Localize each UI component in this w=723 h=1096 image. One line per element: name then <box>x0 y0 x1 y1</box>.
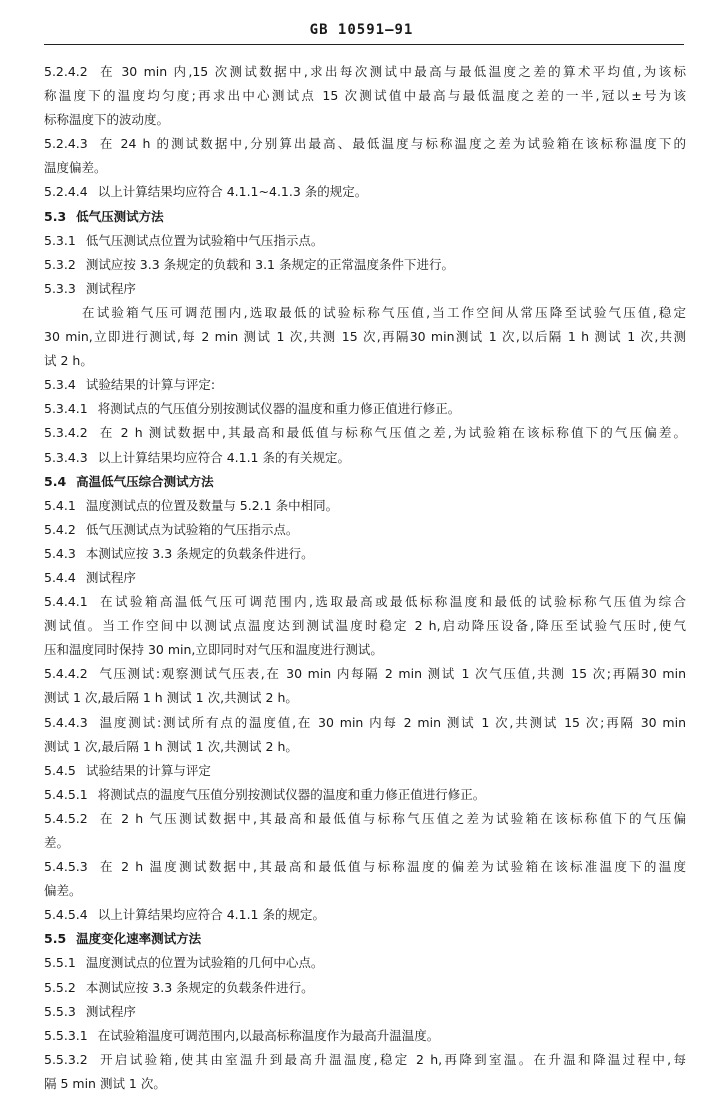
clause-text: 在 30 min 内,15 次测试数据中,求出每次测试中最高与最低温度之差的算术平均值,为该标 <box>97 64 686 79</box>
clause-number: 5.4.4.2 <box>44 666 88 682</box>
text-line <box>44 373 686 397</box>
clause-text: 在 24 h 的测试数据中,分别算出最高、最低温度与标称温度之差为试验箱在该标称温度下的 <box>97 136 686 152</box>
clause-text: 以上计算结果均应符合 4.1.1~4.1.3 条的规定。 <box>97 184 368 200</box>
clause-number: 5.4 <box>44 473 67 489</box>
text-line <box>44 494 686 518</box>
text-line <box>44 446 686 470</box>
text-line <box>44 1024 686 1048</box>
standard-code-header: GB 10591—91 <box>309 22 414 38</box>
clause-number: 5.4.1 <box>44 497 76 513</box>
text-line <box>44 831 686 855</box>
text-line <box>44 1048 686 1072</box>
clause-number: 5.4.5.3 <box>44 859 88 875</box>
clause-text: 本测试应按 3.3 条规定的负载条件进行。 <box>85 979 314 995</box>
clause-text: 在试验箱气压可调范围内,选取最低的试验标称气压值,当工作空间从常压降至试验气压值,稳定 <box>82 304 686 320</box>
text-line <box>44 132 686 156</box>
section-heading <box>44 927 686 951</box>
clause-number: 5.3.4 <box>44 377 76 393</box>
text-line <box>44 1072 686 1096</box>
clause-text: 试 2 h。 <box>44 353 93 369</box>
text-line <box>44 542 686 566</box>
text-line <box>44 397 686 421</box>
clause-text: 温度测试:测试所有点的温度值,在 30 min 内每 2 min 测试 1 次,共测试 15 次;再隔 30 min <box>97 714 686 730</box>
section-heading <box>44 205 686 229</box>
clause-text: 试验结果的计算与评定 <box>85 762 211 778</box>
text-line <box>44 518 686 542</box>
clause-number: 5.3.4.3 <box>44 449 88 465</box>
clause-text: 本测试应按 3.3 条规定的负载条件进行。 <box>85 545 314 561</box>
clause-number: 5.5.2 <box>44 979 76 995</box>
text-line <box>44 759 686 783</box>
text-line <box>44 735 686 759</box>
text-line <box>44 277 686 301</box>
text-line <box>44 301 686 325</box>
clause-text: 以上计算结果均应符合 4.1.1 条的有关规定。 <box>97 449 350 465</box>
clause-number: 5.3.1 <box>44 232 76 248</box>
text-line <box>44 1000 686 1024</box>
clause-text: 在 2 h 气压测试数据中,其最高和最低值与标称气压值之差为试验箱在该标称值下的气压偏 <box>97 810 686 826</box>
clause-text: 压和温度同时保持 30 min,立即同时对气压和温度进行测试。 <box>44 642 383 658</box>
clause-number: 5.2.4.4 <box>44 184 88 200</box>
clause-text: 测试程序 <box>85 280 136 296</box>
clause-number: 5.5.3.2 <box>44 1051 88 1067</box>
clause-text: 温度变化速率测试方法 <box>76 931 202 947</box>
clause-text: 温度测试点的位置为试验箱的几何中心点。 <box>85 955 324 971</box>
clause-text: 开启试验箱,使其由室温升到最高升温温度,稳定 2 h,再降到室温。在升温和降温过程中,每 <box>97 1051 686 1067</box>
text-line <box>44 807 686 831</box>
clause-text: 隔 5 min 测试 1 次。 <box>44 1075 166 1091</box>
clause-text: 30 min,立即进行测试,每 2 min 测试 1 次,共测 15 次,再隔30 min测试 1 次,以后隔 1 h 测试 1 次,共测 <box>44 329 686 345</box>
clause-text: 标称温度下的波动度。 <box>44 112 170 128</box>
text-line <box>44 229 686 253</box>
clause-number: 5.4.4 <box>44 569 76 585</box>
clause-number: 5.4.3 <box>44 545 76 561</box>
clause-text: 低气压测试点位置为试验箱中气压指示点。 <box>85 232 324 248</box>
text-line <box>44 686 686 710</box>
clause-number: 5.5.3 <box>44 1003 76 1019</box>
text-line <box>44 156 686 180</box>
text-line <box>44 711 686 735</box>
clause-number: 5.3 <box>44 208 67 224</box>
clause-text: 将测试点的气压值分别按测试仪器的温度和重力修正值进行修正。 <box>97 401 461 417</box>
text-line <box>44 614 686 638</box>
clause-text: 低气压测试点为试验箱的气压指示点。 <box>85 521 299 537</box>
clause-text: 测试 1 次,最后隔 1 h 测试 1 次,共测试 2 h。 <box>44 690 298 706</box>
clause-text: 偏差。 <box>44 883 82 899</box>
clause-text: 在 2 h 温度测试数据中,其最高和最低值与标称温度的偏差为试验箱在该标准温度下的温度 <box>97 859 686 875</box>
clause-number: 5.5 <box>44 931 67 947</box>
clause-number: 5.4.5.4 <box>44 907 88 923</box>
clause-number: 5.5.1 <box>44 955 76 971</box>
clause-text: 称温度下的温度均匀度;再求出中心测试点 15 次测试值中最高与最低温度之差的一半,冠以±号为该 <box>44 88 686 104</box>
clause-text: 在 2 h 测试数据中,其最高和最低值与标称气压值之差,为试验箱在该标称值下的气压偏差。 <box>97 425 686 441</box>
clause-number: 5.3.4.2 <box>44 425 88 441</box>
clause-text: 气压测试:观察测试气压表,在 30 min 内每隔 2 min 测试 1 次气压值,共测 15 次;再隔30 min <box>97 666 686 682</box>
clause-number: 5.4.4.3 <box>44 714 88 730</box>
clause-number: 5.5.3.1 <box>44 1027 88 1043</box>
clause-number: 5.2.4.2 <box>44 64 88 79</box>
document-body <box>44 60 686 1096</box>
clause-number: 5.3.2 <box>44 256 76 272</box>
clause-text: 测试程序 <box>85 1003 136 1019</box>
clause-number: 5.3.3 <box>44 280 76 296</box>
clause-text: 差。 <box>44 835 70 850</box>
clause-text: 温度偏差。 <box>44 160 107 176</box>
clause-text: 低气压测试方法 <box>76 208 164 224</box>
clause-text: 测试值。当工作空间中以测试点温度达到测试温度时稳定 2 h,启动降压设备,降压至试验气压时,使气 <box>44 618 686 634</box>
section-heading <box>44 470 686 494</box>
clause-text: 将测试点的温度气压值分别按测试仪器的温度和重力修正值进行修正。 <box>97 786 486 802</box>
clause-number: 5.4.5 <box>44 762 76 778</box>
clause-number: 5.4.5.2 <box>44 810 88 826</box>
text-line <box>44 638 686 662</box>
text-line <box>44 349 686 373</box>
text-line <box>44 84 686 108</box>
clause-text: 测试 1 次,最后隔 1 h 测试 1 次,共测试 2 h。 <box>44 738 298 754</box>
clause-number: 5.4.2 <box>44 521 76 537</box>
text-line <box>44 590 686 614</box>
clause-number: 5.2.4.3 <box>44 136 88 152</box>
text-line <box>44 60 686 84</box>
text-line <box>44 855 686 879</box>
text-line <box>44 325 686 349</box>
text-line <box>44 783 686 807</box>
clause-text: 在试验箱高温低气压可调范围内,选取最高或最低标称温度和最低的试验标称气压值为综合 <box>97 594 686 610</box>
clause-text: 以上计算结果均应符合 4.1.1 条的规定。 <box>97 907 325 923</box>
text-line <box>44 180 686 204</box>
text-line <box>44 951 686 975</box>
text-line <box>44 108 686 132</box>
clause-text: 温度测试点的位置及数量与 5.2.1 条中相同。 <box>85 497 339 513</box>
clause-text: 在试验箱温度可调范围内,以最高标称温度作为最高升温温度。 <box>97 1027 440 1043</box>
clause-text: 高温低气压综合测试方法 <box>76 473 214 489</box>
clause-number: 5.3.4.1 <box>44 401 88 417</box>
clause-text: 测试程序 <box>85 569 136 585</box>
header-rule <box>44 44 684 45</box>
clause-text: 测试应按 3.3 条规定的负载和 3.1 条规定的正常温度条件下进行。 <box>85 256 454 272</box>
text-line <box>44 879 686 903</box>
text-line <box>44 662 686 686</box>
clause-number: 5.4.5.1 <box>44 786 88 802</box>
text-line <box>44 253 686 277</box>
text-line <box>44 566 686 590</box>
clause-number: 5.4.4.1 <box>44 594 88 610</box>
text-line <box>44 421 686 445</box>
text-line <box>44 976 686 1000</box>
text-line <box>44 903 686 927</box>
clause-text: 试验结果的计算与评定: <box>85 377 216 393</box>
